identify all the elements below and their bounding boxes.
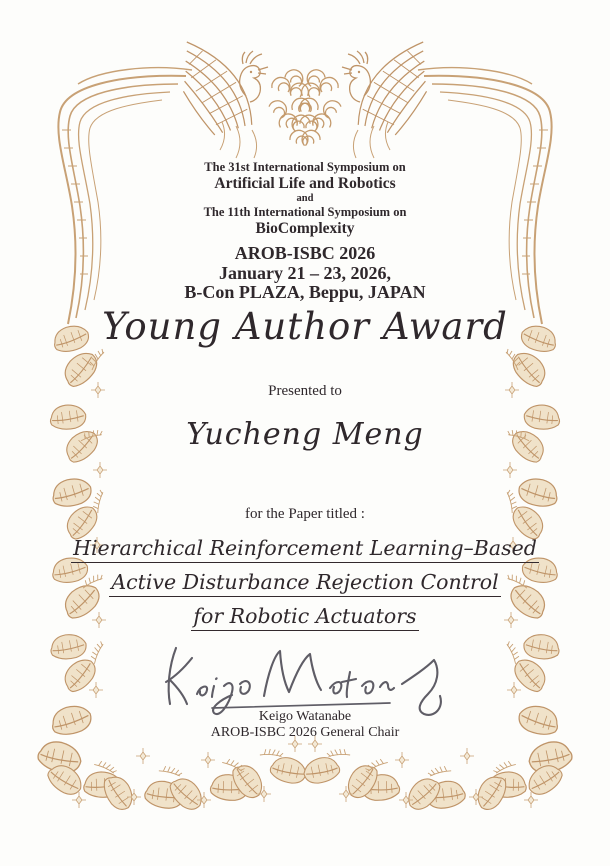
paper-titled-label: for the Paper titled :	[245, 506, 365, 522]
award-title: Young Author Award	[102, 305, 508, 348]
presented-to-label: Presented to	[268, 383, 342, 399]
symposium-header	[0, 160, 610, 238]
event-block	[0, 244, 610, 303]
paper-title-line-1: Hierarchical Reinforcement Learning–Based	[71, 536, 539, 563]
event-name: AROB-ISBC 2026	[234, 243, 376, 263]
paper-title	[0, 536, 610, 638]
paper-title-line-2: Active Disturbance Rejection Control	[109, 570, 500, 597]
recipient-name: Yucheng Meng	[186, 417, 424, 452]
symposium-line-1: The 31st International Symposium on	[204, 160, 406, 174]
symposium-line-2: Artificial Life and Robotics	[214, 175, 396, 192]
symposium-line-5: BioComplexity	[255, 220, 355, 237]
symposium-line-4: The 11th International Symposium on	[203, 205, 407, 219]
event-dates: January 21 – 23, 2026,	[218, 262, 391, 283]
cloud-scroll-icon	[267, 67, 321, 145]
signatory-role: AROB-ISBC 2026 General Chair	[210, 724, 400, 740]
paper-title-line-3: for Robotic Actuators	[191, 604, 418, 631]
symposium-line-3: and	[296, 193, 314, 204]
phoenix-icon	[240, 51, 268, 102]
signatory-block	[0, 709, 610, 740]
event-venue: B-Con PLAZA, Beppu, JAPAN	[184, 282, 426, 302]
signatory-name: Keigo Watanabe	[258, 709, 352, 724]
